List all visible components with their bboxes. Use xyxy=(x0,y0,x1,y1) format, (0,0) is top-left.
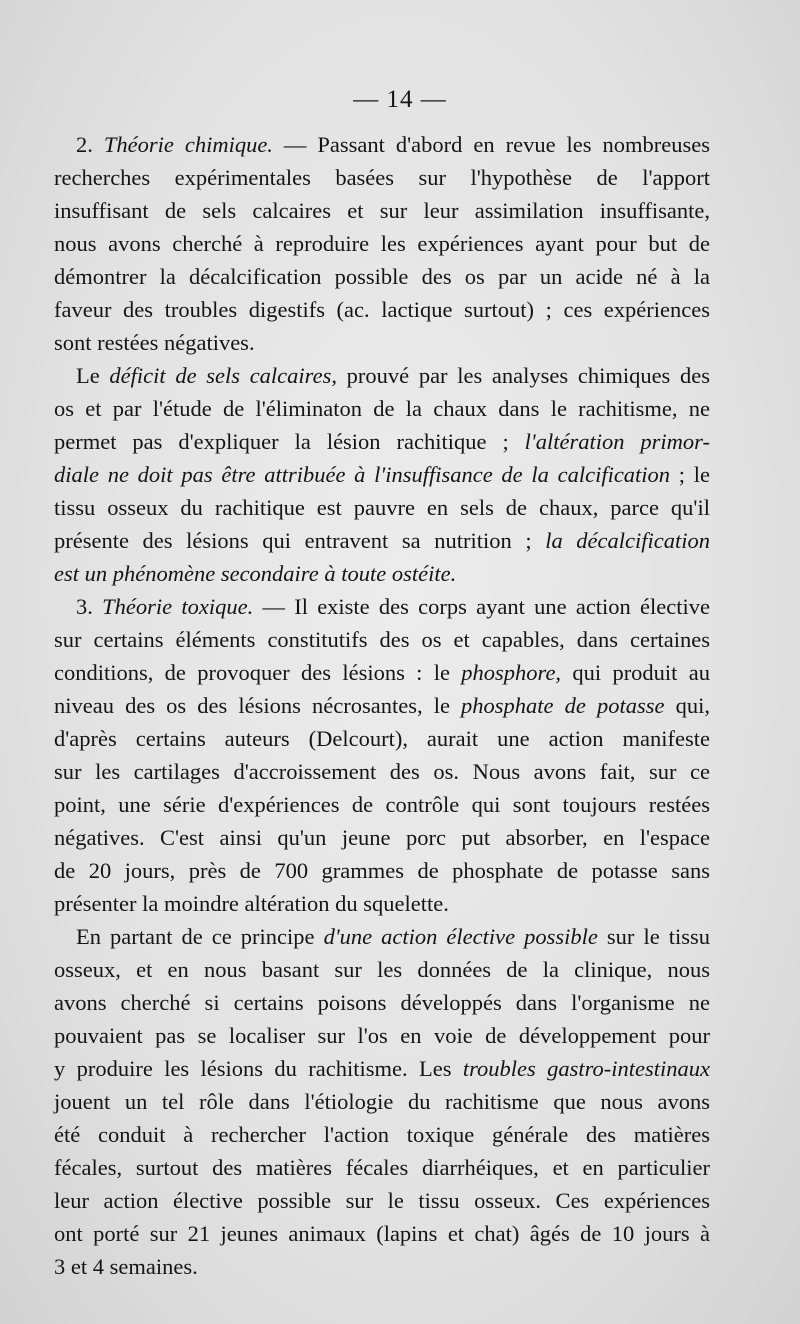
text-run: sur le tissu xyxy=(597,924,710,949)
text-line xyxy=(54,986,710,1019)
text-run: permet pas d'expliquer la lésion rachitique ; xyxy=(54,429,525,454)
text-line xyxy=(54,359,710,392)
italic-text: la décalcification xyxy=(545,528,710,553)
text-line xyxy=(54,194,710,227)
text-line xyxy=(54,755,710,788)
text-run: y produire les lésions du rachitisme. Les xyxy=(54,1056,463,1081)
italic-text: phosphate de potasse xyxy=(461,693,665,718)
text-line xyxy=(54,491,710,524)
text-run: 3 et 4 semaines. xyxy=(54,1254,198,1279)
text-run: avons cherché si certains poisons développés dans l'organisme ne xyxy=(54,990,710,1015)
text-run: recherches expérimentales basées sur l'hypothèse de l'apport xyxy=(54,165,710,190)
text-line xyxy=(54,326,710,359)
text-line xyxy=(54,788,710,821)
text-line xyxy=(54,227,710,260)
italic-text: Théorie toxique. xyxy=(102,594,254,619)
text-line xyxy=(54,953,710,986)
text-run: faveur des troubles digestifs (ac. lactique surtout) ; ces expériences xyxy=(54,297,710,322)
text-run: Le xyxy=(76,363,110,388)
text-run: sur certains éléments constitutifs des os et capables, dans certaines xyxy=(54,627,710,652)
text-line xyxy=(54,161,710,194)
text-line xyxy=(54,557,710,590)
text-run: — Il existe des corps ayant une action élective xyxy=(253,594,710,619)
text-line xyxy=(54,1052,710,1085)
text-run: En partant de ce principe xyxy=(76,924,324,949)
text-line xyxy=(54,425,710,458)
text-run: 3. xyxy=(76,594,103,619)
text-run: sur les cartilages d'accroissement des os. Nous avons fait, sur ce xyxy=(54,759,710,784)
text-line xyxy=(54,524,710,557)
text-line xyxy=(54,656,710,689)
text-run: — Passant d'abord en revue les nombreuses xyxy=(272,132,711,157)
italic-text: est un phénomène secondaire à toute ostéite. xyxy=(54,561,457,586)
text-run: fécales, surtout des matières fécales diarrhéiques, et en particulier xyxy=(54,1155,710,1180)
text-line xyxy=(54,1184,710,1217)
text-line xyxy=(54,1250,710,1283)
text-run: présente des lésions qui entravent sa nutrition ; xyxy=(54,528,546,553)
text-run: négatives. C'est ainsi qu'un jeune porc put absorber, en l'espace xyxy=(54,825,710,850)
text-run: insuffisant de sels calcaires et sur leur assimilation insuffisante, xyxy=(54,198,710,223)
text-line xyxy=(54,1118,710,1151)
italic-text: diale ne doit pas être attribuée à l'insuffisance de la calcification xyxy=(54,462,671,487)
text-run: présenter la moindre altération du squelette. xyxy=(54,891,449,916)
text-run: sont restées négatives. xyxy=(54,330,255,355)
text-line xyxy=(54,887,710,920)
text-run: démontrer la décalcification possible des os par un acide né à la xyxy=(54,264,710,289)
text-run: qui, xyxy=(664,693,710,718)
text-line xyxy=(54,623,710,656)
text-line xyxy=(54,1085,710,1118)
text-run: prouvé par les analyses chimiques des xyxy=(336,363,710,388)
text-line xyxy=(54,1019,710,1052)
text-run: leur action élective possible sur le tissu osseux. Ces expériences xyxy=(54,1188,710,1213)
text-line xyxy=(54,689,710,722)
text-line xyxy=(54,293,710,326)
italic-text: l'altération primor- xyxy=(524,429,710,454)
text-line xyxy=(54,128,710,161)
text-run: ; le xyxy=(670,462,710,487)
text-run: niveau des os des lésions nécrosantes, le xyxy=(54,693,462,718)
text-line xyxy=(54,458,710,491)
text-run: qui produit au xyxy=(561,660,710,685)
text-line xyxy=(54,392,710,425)
text-run: os et par l'étude de l'éliminaton de la chaux dans le rachitisme, ne xyxy=(54,396,710,421)
text-run: point, une série d'expériences de contrôle qui sont toujours restées xyxy=(54,792,710,817)
text-line xyxy=(54,260,710,293)
text-line xyxy=(54,1217,710,1250)
text-run: 2. xyxy=(76,132,104,157)
body-text xyxy=(54,128,710,1283)
text-run: ont porté sur 21 jeunes animaux (lapins et chat) âgés de 10 jours à xyxy=(54,1221,710,1246)
text-run: nous avons cherché à reproduire les expériences ayant pour but de xyxy=(54,231,710,256)
text-line xyxy=(54,854,710,887)
page-number: — 14 — xyxy=(353,86,447,113)
text-line xyxy=(54,722,710,755)
text-line xyxy=(54,920,710,953)
text-line xyxy=(54,1151,710,1184)
italic-text: Théorie chimique. xyxy=(103,132,273,157)
text-run: osseux, et en nous basant sur les données de la clinique, nous xyxy=(54,957,710,982)
text-run: de 20 jours, près de 700 grammes de phosphate de potasse sans xyxy=(54,858,710,883)
text-run: tissu osseux du rachitique est pauvre en sels de chaux, parce qu'il xyxy=(54,495,710,520)
text-line xyxy=(54,590,710,623)
italic-text: d'une action élective possible xyxy=(323,924,598,949)
italic-text: troubles gastro-intestinaux xyxy=(462,1056,710,1081)
text-run: pouvaient pas se localiser sur l'os en voie de développement pour xyxy=(54,1023,710,1048)
text-run: été conduit à rechercher l'action toxique générale des matières xyxy=(54,1122,710,1147)
text-run: jouent un tel rôle dans l'étiologie du rachitisme que nous avons xyxy=(54,1089,710,1114)
text-run: conditions, de provoquer des lésions : le xyxy=(54,660,462,685)
italic-text: déficit de sels calcaires, xyxy=(109,363,337,388)
text-line xyxy=(54,821,710,854)
italic-text: phosphore, xyxy=(461,660,562,685)
text-run: d'après certains auteurs (Delcourt), aurait une action manifeste xyxy=(54,726,710,751)
